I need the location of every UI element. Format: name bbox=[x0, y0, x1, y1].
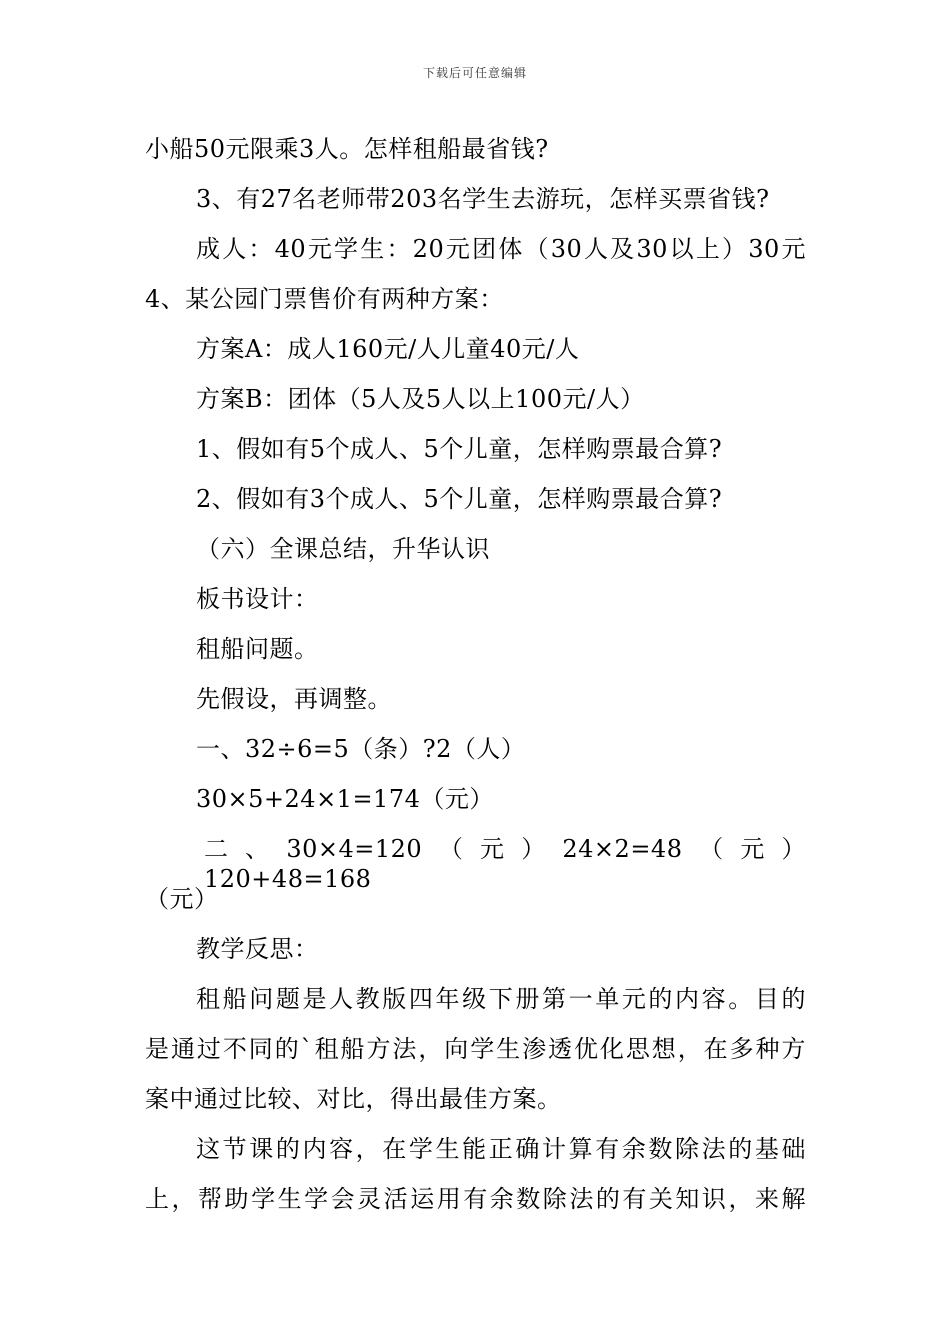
text-line: 租船问题是人教版四年级下册第一单元的内容。目的 bbox=[196, 985, 806, 1013]
page-header: 下载后可任意编辑 bbox=[422, 66, 527, 80]
text-line: 是通过不同的`租船方法，向学生渗透优化思想，在多种方 bbox=[145, 1035, 806, 1063]
text-line: 小船50元限乘3人。怎样租船最省钱? bbox=[145, 135, 549, 163]
text-line: 先假设，再调整。 bbox=[196, 685, 392, 713]
text-line: 1、假如有5个成人、5个儿童，怎样购票最合算? bbox=[196, 435, 723, 463]
text-line: 成人：40元学生：20元团体（30人及30以上）30元 bbox=[196, 235, 806, 263]
text-line: 这节课的内容，在学生能正确计算有余数除法的基础 bbox=[196, 1135, 806, 1163]
text-line: 租船问题。 bbox=[196, 635, 319, 663]
text-line: 3、有27名老师带203名学生去游玩，怎样买票省钱? bbox=[196, 185, 770, 213]
section-heading: （六）全课总结，升华认识 bbox=[196, 535, 490, 563]
text-line: 4、某公园门票售价有两种方案： bbox=[145, 285, 504, 313]
text-line: 板书设计： bbox=[196, 585, 319, 613]
text-line: 教学反思： bbox=[196, 935, 319, 963]
text-line: 二、30×4=120（元）24×2=48（元）120+48=168 bbox=[204, 835, 806, 893]
text-line: 2、假如有3个成人、5个儿童，怎样购票最合算? bbox=[196, 485, 723, 513]
text-line: 上，帮助学生学会灵活运用有余数除法的有关知识，来解 bbox=[145, 1185, 806, 1213]
text-line: 一、32÷6=5（条）?2（人） bbox=[196, 735, 526, 763]
text-line: 方案B：团体（5人及5人以上100元/人） bbox=[196, 385, 645, 413]
text-line: （元） bbox=[145, 885, 219, 913]
text-line: 30×5+24×1=174（元） bbox=[196, 785, 494, 813]
text-line: 方案A：成人160元/人儿童40元/人 bbox=[196, 335, 580, 363]
text-line: 案中通过比较、对比，得出最佳方案。 bbox=[145, 1085, 562, 1113]
